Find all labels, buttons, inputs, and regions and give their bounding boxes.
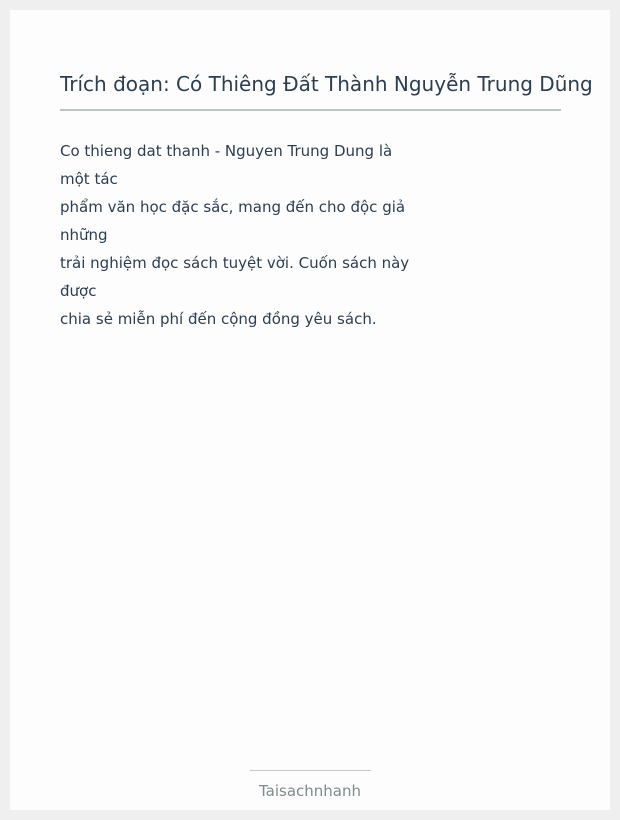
body-line: phẩm văn học đặc sắc, mang đến cho độc giả — [60, 198, 406, 216]
body-line: một tác — [60, 170, 118, 188]
excerpt-body — [60, 137, 420, 333]
footer-brand: Taisachnhanh — [258, 782, 362, 800]
title-divider — [60, 109, 561, 111]
body-line: được — [60, 282, 97, 300]
page-footer — [10, 770, 610, 803]
footer-divider — [250, 770, 371, 771]
body-line: chia sẻ miễn phí đến cộng đồng yêu sách. — [60, 310, 377, 328]
document-page — [10, 10, 610, 810]
page-title: Trích đoạn: Có Thiêng Đất Thành Nguyễn Trung Dũng — [60, 72, 593, 96]
body-line: trải nghiệm đọc sách tuyệt vời. Cuốn sách này — [60, 254, 410, 272]
body-line: những — [60, 226, 108, 244]
body-line: Co thieng dat thanh - Nguyen Trung Dung là — [60, 142, 393, 160]
